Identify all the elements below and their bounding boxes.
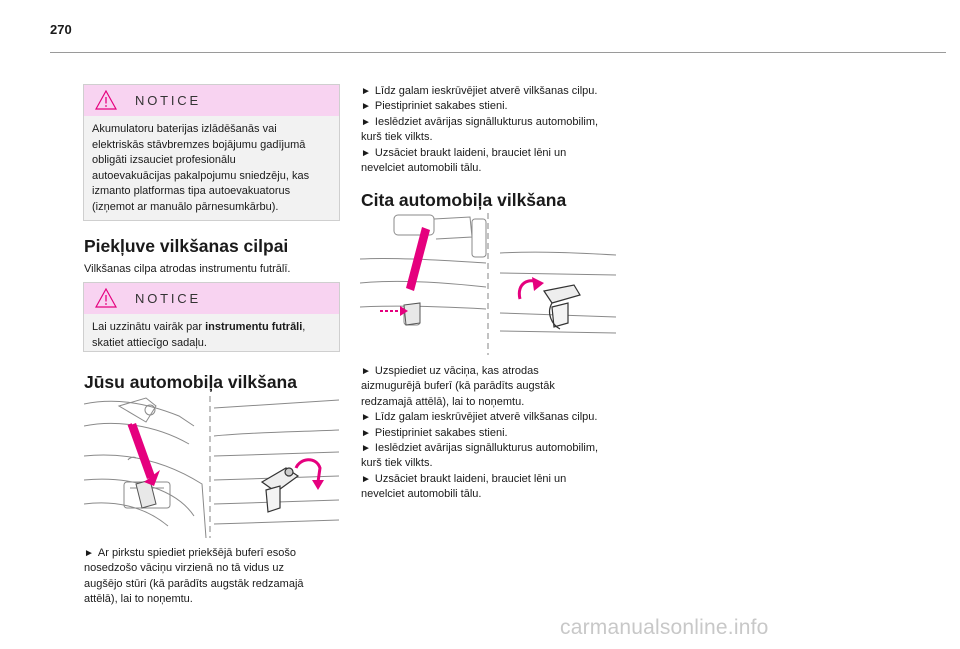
notice-box-battery [83, 84, 340, 221]
step-line: nosedzošo vāciņu virzienā no tā vidus uz [84, 562, 284, 575]
notice-header [84, 85, 339, 116]
bullet-arrow: ► [84, 548, 94, 559]
step-line: kurš tiek vilkts. [361, 457, 433, 470]
watermark[interactable]: carmanualsonline.info [560, 616, 769, 639]
top-steps [361, 84, 598, 176]
notice-text: Lai uzzinātu vairāk par [92, 321, 206, 333]
step-line [361, 115, 598, 130]
step-line: redzamajā attēlā), lai to noņemtu. [361, 395, 525, 408]
bullet-arrow: ► [361, 147, 371, 159]
step-text: Uzsāciet braukt laideni, brauciet lēni un [374, 472, 567, 485]
warning-triangle-icon [95, 90, 117, 110]
step-line [361, 410, 598, 425]
notice-line: elektriskās stāvbremzes bojājumu gadījumā [92, 138, 306, 151]
towing-eye-front [262, 468, 298, 512]
notice-header [84, 283, 339, 314]
step-line: augšējo stūri (kā parādīts augstāk redzamajā [84, 577, 304, 590]
front-bumper-illustration [84, 396, 339, 538]
heading-other-vehicle-towing: Cita automobiļa vilkšana [361, 190, 567, 210]
step-line [361, 146, 598, 161]
step-line: nevelciet automobili tālu. [361, 488, 482, 501]
notice-title: NOTICE [135, 93, 201, 108]
step-text: Ieslēdziet avārijas signāllukturus automobilim, [374, 442, 599, 455]
warning-triangle-icon [95, 288, 117, 308]
notice-body [84, 116, 339, 215]
bullet-arrow: ► [361, 116, 371, 128]
top-rule [50, 52, 946, 53]
step-text: Līdz galam ieskrūvējiet atverē vilkšanas cilpu. [374, 85, 598, 97]
step-line [361, 426, 598, 441]
notice-title: NOTICE [135, 291, 201, 306]
step-line [361, 364, 598, 379]
notice-line: (izņemot ar manuālo pārnesumkārbu). [92, 200, 279, 213]
step-line: attēlā), lai to noņemtu. [84, 593, 193, 606]
step-line: kurš tiek vilkts. [361, 131, 433, 144]
access-text: Vilkšanas cilpa atrodas instrumentu futrālī. [84, 263, 291, 275]
bullet-arrow: ► [361, 412, 371, 424]
notice-line [92, 320, 329, 336]
step-text: Piestipriniet sakabes stieni. [374, 426, 508, 439]
step-line: aizmugurējā buferī (kā parādīts augstāk [361, 380, 555, 393]
bullet-arrow: ► [361, 473, 371, 485]
press-arrow [128, 423, 155, 479]
notice-line: Akumulatoru baterijas izlādēšanās vai [92, 123, 277, 135]
own-steps [84, 546, 304, 608]
notice-box-tool-case [83, 282, 340, 352]
step-line [361, 441, 598, 456]
notice-line: obligāti izsauciet profesionālu [92, 154, 236, 166]
step-text: Piestipriniet sakabes stieni. [374, 100, 508, 113]
notice-line: autoevakuācijas pakalpojumu sniedzēju, kas [92, 169, 310, 182]
step-text: Uzsāciet braukt laideni, brauciet lēni un [374, 146, 567, 159]
page-number: 270 [50, 22, 72, 37]
bullet-arrow: ► [361, 101, 371, 113]
bullet-arrow: ► [361, 366, 371, 377]
notice-body [84, 314, 339, 351]
step-line [84, 546, 304, 561]
heading-access-towing-eye: Piekļuve vilkšanas cilpai [84, 236, 289, 256]
step-line [361, 99, 598, 114]
rear-cover-tab [404, 303, 420, 325]
notice-line: izmanto platformas tipa autoevakuatorus [92, 185, 291, 197]
other-steps [361, 364, 598, 503]
notice-text: , [302, 321, 306, 333]
step-line: nevelciet automobili tālu. [361, 162, 482, 175]
bullet-arrow: ► [361, 86, 371, 97]
step-line [361, 472, 598, 487]
step-text: Uzspiediet uz vāciņa, kas atrodas [374, 365, 539, 377]
towing-eye-rear [544, 285, 580, 329]
step-text: Ieslēdziet avārijas signāllukturus automobilim, [374, 115, 599, 128]
step-text: Ar pirkstu spiediet priekšējā buferī esošo [97, 547, 297, 559]
notice-line: skatiet attiecīgo sadaļu. [92, 336, 207, 349]
rear-bumper-illustration [360, 213, 616, 355]
bullet-arrow: ► [361, 443, 371, 455]
step-line [361, 84, 598, 99]
step-text: Līdz galam ieskrūvējiet atverē vilkšanas cilpu. [374, 411, 598, 424]
notice-bold-link: instrumentu futrāli [205, 321, 303, 333]
bullet-arrow: ► [361, 427, 371, 439]
heading-own-vehicle-towing: Jūsu automobiļa vilkšana [84, 372, 297, 392]
